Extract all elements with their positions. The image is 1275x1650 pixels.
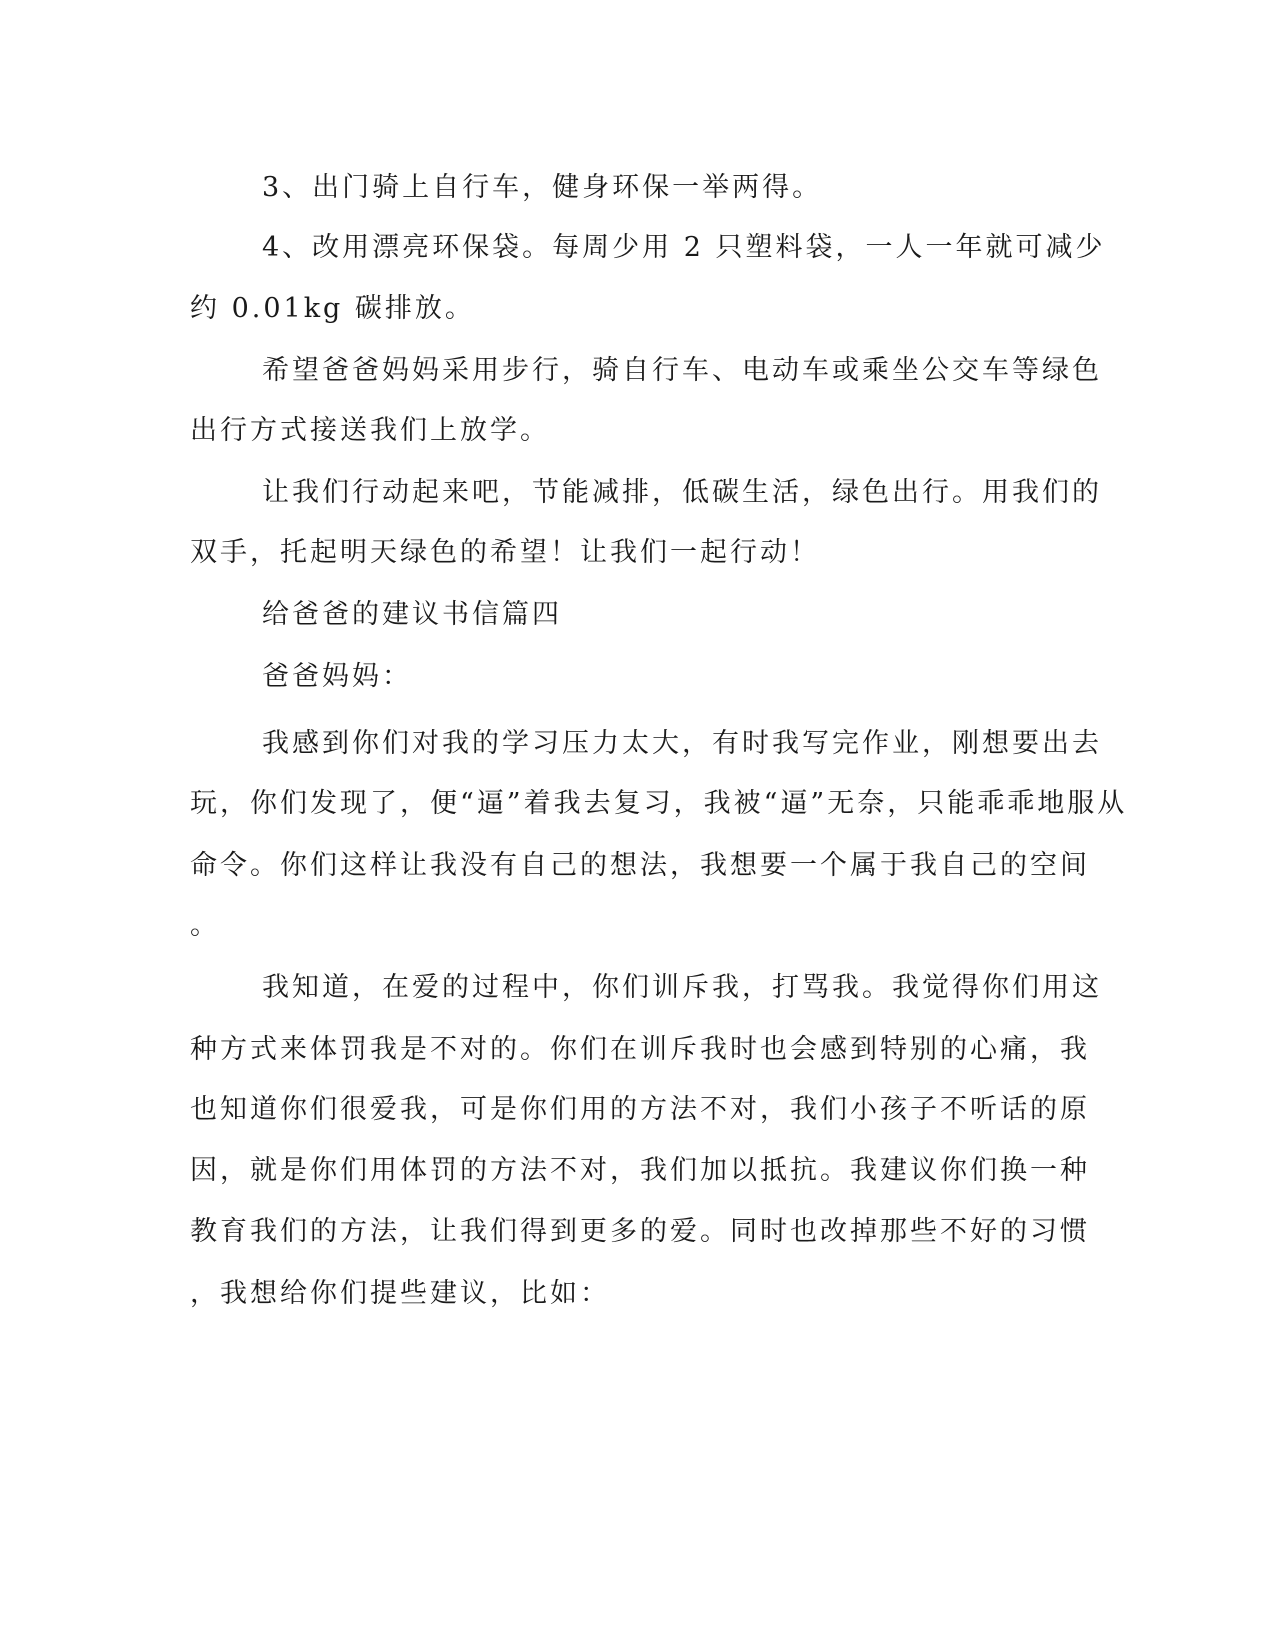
text-line: 出行方式接送我们上放学。 xyxy=(190,415,550,446)
text-line: 双手，托起明天绿色的希望！让我们一起行动！ xyxy=(190,537,820,568)
section-heading: 给爸爸的建议书信篇四 xyxy=(262,599,562,630)
text-line: 因，就是你们用体罚的方法不对，我们加以抵抗。我建议你们换一种 xyxy=(190,1155,1090,1186)
text-line: 希望爸爸妈妈采用步行，骑自行车、电动车或乘坐公交车等绿色 xyxy=(262,355,1102,386)
text-line: 我知道，在爱的过程中，你们训斥我，打骂我。我觉得你们用这 xyxy=(262,972,1102,1003)
text-line: 3、出门骑上自行车，健身环保一举两得。 xyxy=(262,172,823,203)
text-line: 也知道你们很爱我，可是你们用的方法不对，我们小孩子不听话的原 xyxy=(190,1094,1090,1125)
text-line: 命令。你们这样让我没有自己的想法，我想要一个属于我自己的空间 xyxy=(190,850,1090,881)
text-line: 玩，你们发现了，便“逼”着我去复习，我被“逼”无奈，只能乖乖地服从 xyxy=(190,788,1128,819)
text-line: 4、改用漂亮环保袋。每周少用 2 只塑料袋，一人一年就可减少 xyxy=(262,232,1106,263)
salutation: 爸爸妈妈： xyxy=(262,661,412,692)
text-line: 让我们行动起来吧，节能减排，低碳生活，绿色出行。用我们的 xyxy=(262,477,1102,508)
text-line: 我感到你们对我的学习压力太大，有时我写完作业，刚想要出去 xyxy=(262,728,1102,759)
text-line: 教育我们的方法，让我们得到更多的爱。同时也改掉那些不好的习惯 xyxy=(190,1216,1090,1247)
text-line: 约 0.01kg 碳排放。 xyxy=(190,293,475,324)
text-line: 。 xyxy=(190,910,220,941)
text-line: ，我想给你们提些建议，比如： xyxy=(190,1278,610,1309)
text-line: 种方式来体罚我是不对的。你们在训斥我时也会感到特别的心痛，我 xyxy=(190,1034,1090,1065)
